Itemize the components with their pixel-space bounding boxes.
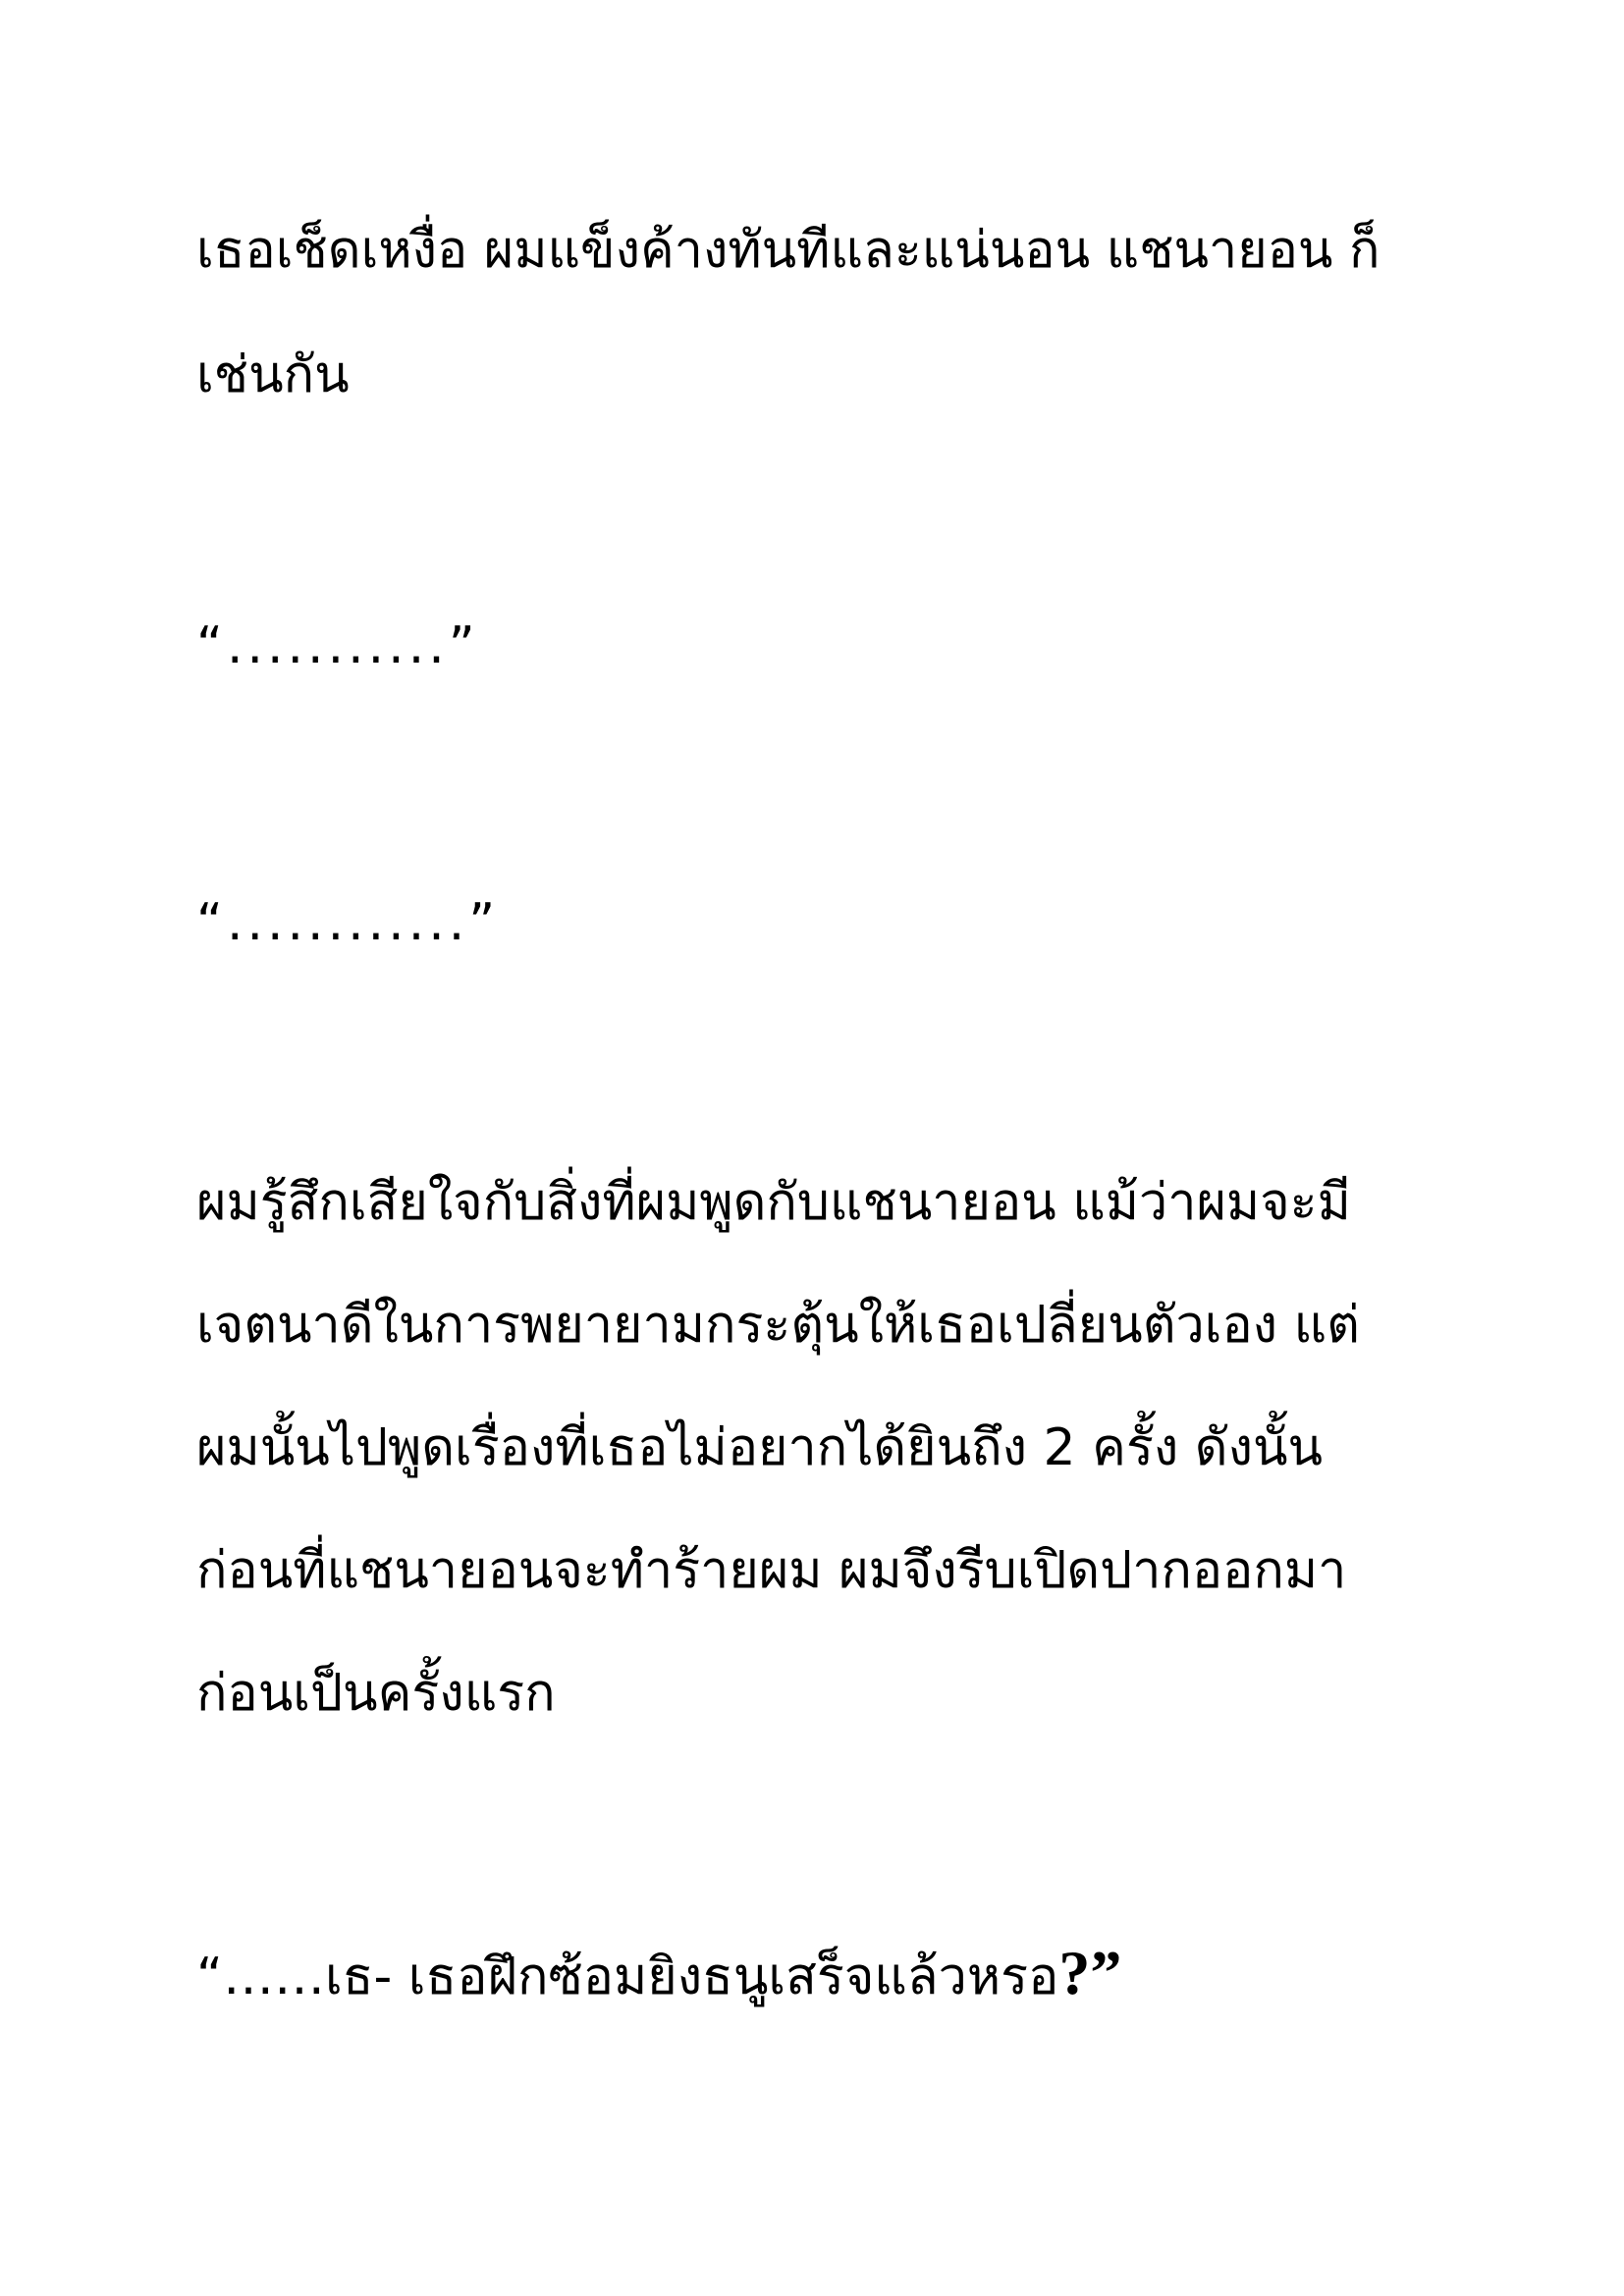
dialogue-ellipsis-1: “...........” bbox=[196, 616, 479, 675]
paragraph-1-line-1: เธอเช็ดเหงื่อ ผมแข็งค้างทันทีและแน่นอน แชนายอน ก็ bbox=[196, 221, 1380, 280]
paragraph-2-line-2: เจตนาดีในการพยายามกระตุ้นให้เธอเปลี่ยนตัวเอง แต่ bbox=[196, 1296, 1360, 1355]
dialogue-ellipsis-2: “............” bbox=[196, 893, 500, 952]
dialogue-question-text: “……เธ- เธอฝึกซ้อมยิงธนูเสร็จแล้วหรอ bbox=[196, 1948, 1059, 2006]
paragraph-2-line-4: ก่อนที่แชนายอนจะทำร้ายผม ผมจึงรีบเปิดปากออกมา bbox=[196, 1541, 1347, 1600]
dialogue-question-ending: ?” bbox=[1058, 1938, 1122, 2007]
paragraph-2-line-1: ผมรู้สึกเสียใจกับสิ่งที่ผมพูดกับแชนายอน แม้ว่าผมจะมี bbox=[196, 1173, 1351, 1232]
paragraph-2-line-3: ผมนั้นไปพูดเรื่องที่เธอไม่อยากได้ยินถึง 2 ครั้ง ดังนั้น bbox=[196, 1418, 1324, 1477]
paragraph-2-line-5: ก่อนเป็นครั้งแรก bbox=[196, 1664, 556, 1723]
dialogue-question bbox=[196, 1938, 1473, 2007]
paragraph-1-line-2: เช่นกัน bbox=[196, 346, 350, 404]
